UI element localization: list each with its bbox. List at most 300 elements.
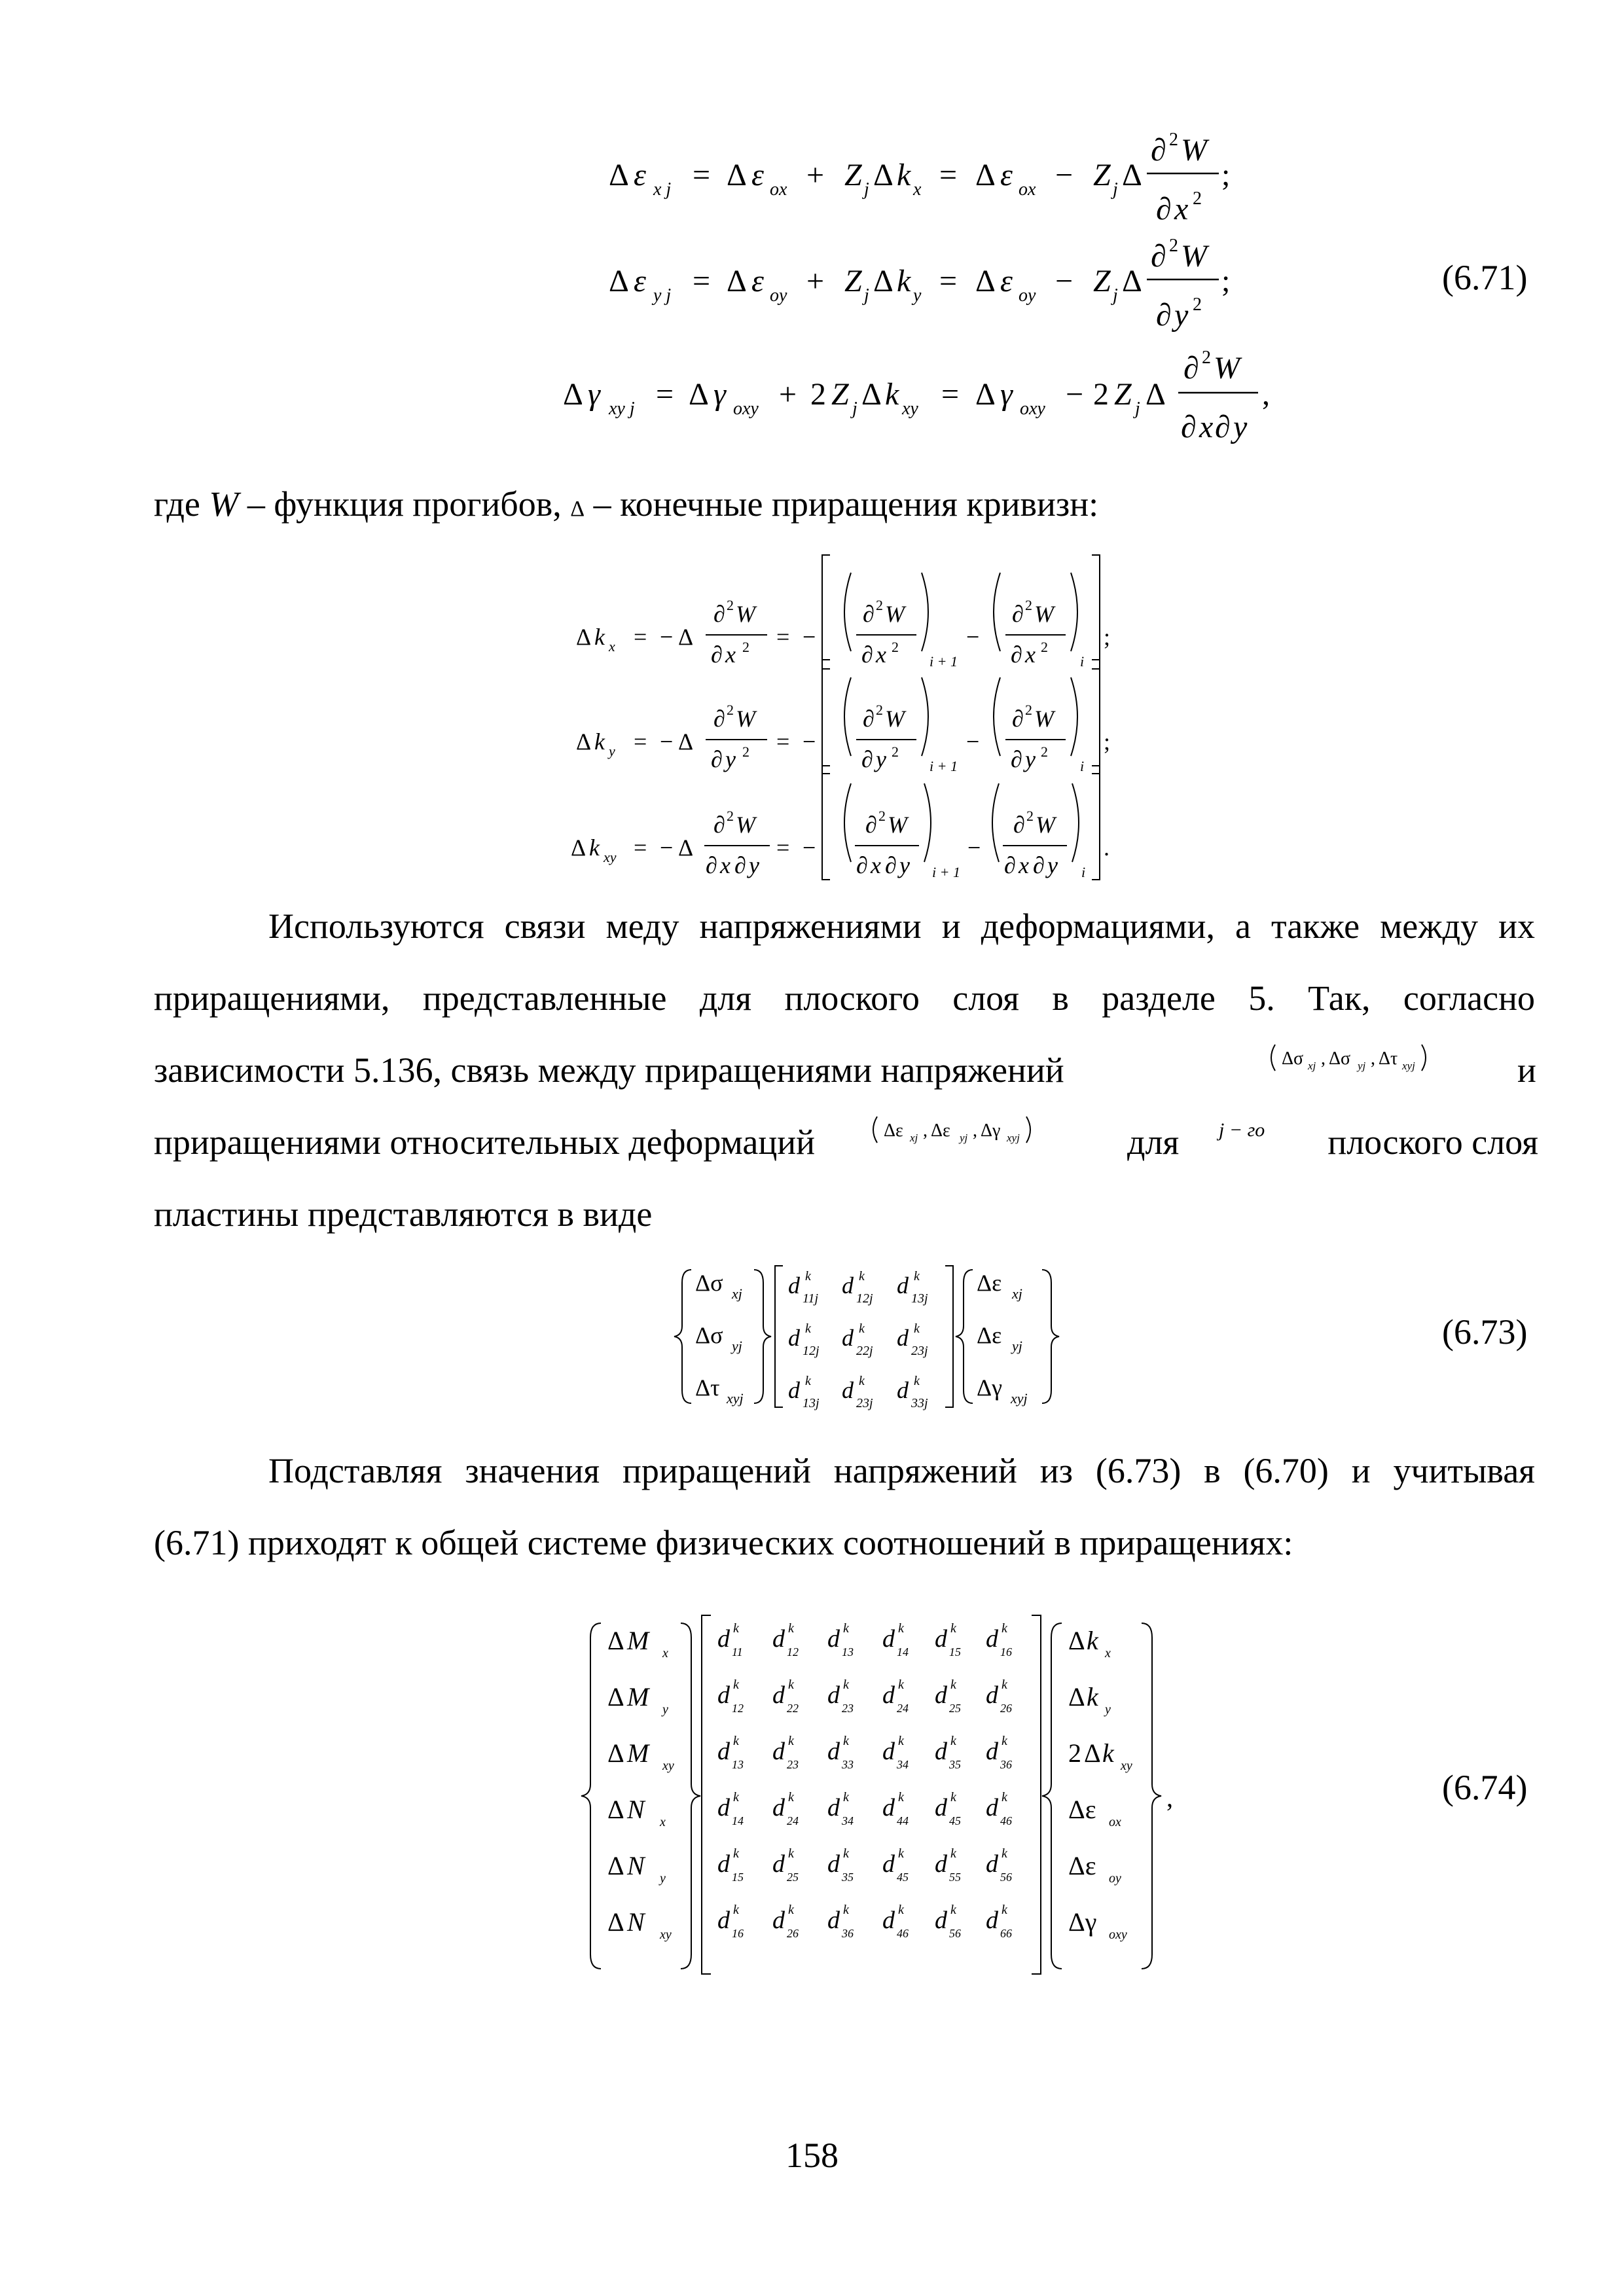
svg-text:ε: ε bbox=[1000, 158, 1013, 192]
svg-text:=: = bbox=[776, 624, 790, 650]
svg-text:i + 1: i + 1 bbox=[929, 653, 958, 670]
svg-text:d: d bbox=[935, 1681, 947, 1709]
svg-text:Δ: Δ bbox=[975, 158, 996, 192]
svg-text:∂: ∂ bbox=[1183, 351, 1199, 386]
svg-text:W: W bbox=[888, 812, 907, 838]
svg-text:k: k bbox=[843, 1734, 849, 1748]
svg-text:k: k bbox=[1001, 1903, 1007, 1917]
svg-text:46: 46 bbox=[897, 1927, 909, 1940]
svg-text:Δ: Δ bbox=[727, 264, 747, 298]
svg-text:25: 25 bbox=[787, 1871, 799, 1884]
svg-text:2: 2 bbox=[1202, 348, 1211, 368]
svg-text:γ: γ bbox=[1000, 377, 1013, 412]
svg-text:d: d bbox=[717, 1738, 730, 1765]
svg-text:Δ: Δ bbox=[873, 264, 893, 298]
svg-text:k: k bbox=[843, 1903, 849, 1917]
svg-text:k: k bbox=[1102, 1738, 1114, 1768]
svg-text:23: 23 bbox=[842, 1702, 854, 1715]
svg-text:x: x bbox=[660, 1815, 666, 1829]
svg-text:d: d bbox=[935, 1850, 947, 1878]
svg-text:2: 2 bbox=[892, 744, 899, 760]
svg-text:k: k bbox=[914, 1269, 920, 1283]
svg-text:d: d bbox=[842, 1325, 854, 1351]
svg-text:66: 66 bbox=[1000, 1927, 1012, 1940]
svg-text:∂: ∂ bbox=[863, 601, 875, 627]
svg-text:oxy: oxy bbox=[1020, 399, 1045, 419]
svg-text:∂: ∂ bbox=[1013, 812, 1025, 838]
svg-text:d: d bbox=[882, 1625, 895, 1653]
svg-text:k: k bbox=[843, 1621, 849, 1636]
svg-text:Δ: Δ bbox=[727, 158, 747, 192]
svg-text:.: . bbox=[1104, 834, 1110, 861]
svg-text:=: = bbox=[693, 158, 711, 192]
svg-text:Δ: Δ bbox=[861, 377, 882, 412]
svg-text:;: ; bbox=[1104, 624, 1111, 650]
svg-text:Δτ: Δτ bbox=[1379, 1049, 1398, 1069]
svg-text:Δ: Δ bbox=[1122, 264, 1142, 298]
svg-text:Δ: Δ bbox=[678, 624, 694, 650]
svg-text:d: d bbox=[935, 1738, 947, 1765]
svg-text:k: k bbox=[898, 1903, 904, 1917]
svg-text:y: y bbox=[1025, 746, 1036, 772]
svg-text:xj: xj bbox=[1012, 1285, 1022, 1302]
svg-text:2: 2 bbox=[1193, 188, 1202, 209]
svg-text:24: 24 bbox=[787, 1814, 799, 1827]
svg-text:−: − bbox=[660, 624, 674, 650]
svg-text:i + 1: i + 1 bbox=[932, 864, 960, 880]
svg-text:22: 22 bbox=[787, 1702, 799, 1715]
svg-text:∂: ∂ bbox=[713, 706, 725, 732]
svg-text:x: x bbox=[871, 852, 881, 878]
svg-text:2: 2 bbox=[1068, 1738, 1081, 1768]
svg-text:d: d bbox=[827, 1738, 840, 1765]
svg-text:k: k bbox=[898, 1734, 904, 1748]
svg-text:d: d bbox=[986, 1850, 998, 1878]
para1-line4-start: приращениями относительных деформаций bbox=[154, 1122, 816, 1162]
vector-6-74-rhs bbox=[1068, 1626, 1132, 1942]
svg-text:i + 1: i + 1 bbox=[929, 758, 958, 774]
svg-text:36: 36 bbox=[1000, 1758, 1012, 1771]
svg-text:y: y bbox=[749, 852, 759, 878]
svg-text:;: ; bbox=[1104, 728, 1111, 755]
svg-text:−: − bbox=[1066, 377, 1084, 412]
svg-text:oy: oy bbox=[770, 285, 787, 306]
svg-text:y: y bbox=[913, 285, 922, 306]
svg-text:d: d bbox=[986, 1794, 998, 1821]
svg-text:34: 34 bbox=[842, 1814, 854, 1827]
svg-text:ox: ox bbox=[770, 179, 787, 200]
svg-text:−: − bbox=[803, 624, 816, 650]
svg-text:k: k bbox=[950, 1846, 956, 1861]
svg-text:Δ: Δ bbox=[607, 1851, 624, 1880]
svg-text:j: j bbox=[852, 399, 857, 419]
svg-text:yj: yj bbox=[1358, 1060, 1366, 1072]
svg-text:∂: ∂ bbox=[861, 746, 873, 772]
svg-text:56: 56 bbox=[949, 1927, 961, 1940]
svg-text:k: k bbox=[950, 1677, 956, 1692]
svg-text:2: 2 bbox=[892, 639, 899, 655]
svg-text:xj: xj bbox=[910, 1132, 918, 1144]
svg-text:Δε: Δε bbox=[931, 1121, 950, 1141]
svg-text:,: , bbox=[923, 1121, 928, 1141]
svg-text:Δε: Δε bbox=[884, 1121, 903, 1141]
svg-text:k: k bbox=[805, 1321, 811, 1336]
svg-text:k: k bbox=[788, 1903, 794, 1917]
svg-text:Z: Z bbox=[831, 377, 849, 412]
svg-text:23: 23 bbox=[787, 1758, 799, 1771]
svg-text:35: 35 bbox=[842, 1871, 854, 1884]
svg-text:45: 45 bbox=[897, 1871, 909, 1884]
svg-text:xyj: xyj bbox=[1011, 1390, 1028, 1407]
svg-text:Δ: Δ bbox=[607, 1738, 624, 1768]
svg-text:2: 2 bbox=[1026, 808, 1034, 824]
svg-text:y: y bbox=[662, 1702, 668, 1717]
svg-text:36: 36 bbox=[842, 1927, 854, 1940]
svg-text:35: 35 bbox=[949, 1758, 961, 1771]
svg-text:−: − bbox=[660, 728, 674, 755]
svg-text:d: d bbox=[897, 1325, 909, 1351]
svg-text:11: 11 bbox=[732, 1645, 743, 1659]
svg-text:W: W bbox=[885, 601, 905, 627]
svg-text:Δ: Δ bbox=[689, 377, 709, 412]
svg-text:j: j bbox=[1113, 179, 1118, 200]
svg-text:Δ: Δ bbox=[607, 1795, 624, 1824]
svg-text:Δ: Δ bbox=[1122, 158, 1142, 192]
svg-text:+: + bbox=[779, 377, 797, 412]
para1-line4-mid: для bbox=[1127, 1122, 1180, 1162]
svg-text:x j: x j bbox=[653, 179, 672, 200]
svg-text:d: d bbox=[772, 1738, 785, 1765]
svg-text:d: d bbox=[827, 1625, 840, 1653]
svg-text:ox: ox bbox=[1109, 1815, 1121, 1829]
svg-text:γ: γ bbox=[713, 377, 726, 412]
page-number: 158 bbox=[785, 2136, 839, 2175]
svg-text:=: = bbox=[776, 728, 790, 755]
svg-text:d: d bbox=[788, 1377, 800, 1403]
svg-text:k: k bbox=[805, 1269, 811, 1283]
svg-text:xy: xy bbox=[1121, 1759, 1132, 1773]
svg-text:Δ: Δ bbox=[563, 377, 583, 412]
svg-text:,: , bbox=[1321, 1049, 1326, 1069]
svg-text:Δ: Δ bbox=[1068, 1626, 1085, 1655]
svg-text:d: d bbox=[986, 1681, 998, 1709]
svg-text:Δγ: Δγ bbox=[981, 1121, 1001, 1141]
svg-text:56: 56 bbox=[1000, 1871, 1012, 1884]
svg-text:oy: oy bbox=[1019, 285, 1036, 306]
svg-text:y j: y j bbox=[653, 285, 672, 306]
svg-text:Δ: Δ bbox=[609, 158, 629, 192]
svg-text:k: k bbox=[859, 1374, 865, 1388]
svg-text:13: 13 bbox=[842, 1645, 854, 1659]
svg-text:Δ: Δ bbox=[873, 158, 893, 192]
svg-text:x: x bbox=[1199, 410, 1214, 444]
svg-text:Δ: Δ bbox=[678, 834, 694, 861]
svg-text:k: k bbox=[594, 624, 605, 650]
equation-number-6-74: (6.74) bbox=[1442, 1768, 1528, 1807]
svg-text:16: 16 bbox=[1000, 1645, 1012, 1659]
svg-text:k: k bbox=[1087, 1682, 1098, 1712]
svg-text:2: 2 bbox=[810, 377, 826, 412]
svg-text:Z: Z bbox=[1093, 264, 1111, 298]
svg-text:12j: 12j bbox=[803, 1344, 820, 1358]
equation-number-6-73: (6.73) bbox=[1442, 1312, 1528, 1352]
svg-text:2: 2 bbox=[727, 808, 734, 824]
svg-text:d: d bbox=[772, 1850, 785, 1878]
svg-text:d: d bbox=[935, 1625, 947, 1653]
svg-text:25: 25 bbox=[949, 1702, 961, 1715]
svg-text:∂: ∂ bbox=[1004, 852, 1016, 878]
where-line: где W – функция прогибов, Δ – конечные приращения кривизн: bbox=[154, 484, 1099, 524]
svg-text:i: i bbox=[1081, 864, 1086, 880]
svg-text:=: = bbox=[693, 264, 711, 298]
svg-text:Δ: Δ bbox=[609, 264, 629, 298]
svg-text:∂: ∂ bbox=[1156, 298, 1172, 332]
matrix-6-74-entries bbox=[717, 1621, 1012, 1940]
svg-text:y: y bbox=[876, 746, 886, 772]
svg-text:oxy: oxy bbox=[1109, 1928, 1127, 1942]
svg-text:k: k bbox=[950, 1903, 956, 1917]
svg-text:Δσ: Δσ bbox=[695, 1322, 723, 1348]
svg-text:Δ: Δ bbox=[607, 1626, 624, 1655]
svg-text:k: k bbox=[898, 1621, 904, 1636]
svg-text:∂: ∂ bbox=[1181, 410, 1197, 444]
svg-text:k: k bbox=[859, 1321, 865, 1336]
svg-text:W: W bbox=[1036, 812, 1055, 838]
svg-text:24: 24 bbox=[897, 1702, 909, 1715]
svg-text:22j: 22j bbox=[856, 1344, 873, 1358]
svg-text:k: k bbox=[733, 1903, 739, 1917]
svg-text:∂: ∂ bbox=[1011, 641, 1022, 668]
svg-text:k: k bbox=[914, 1321, 920, 1336]
svg-text:d: d bbox=[827, 1794, 840, 1821]
svg-text:W: W bbox=[736, 601, 755, 627]
svg-text:xy: xy bbox=[662, 1759, 674, 1773]
svg-text:Δγ: Δγ bbox=[977, 1374, 1003, 1401]
svg-text:k: k bbox=[914, 1374, 920, 1388]
svg-text:∂: ∂ bbox=[711, 641, 723, 668]
svg-text:2: 2 bbox=[727, 597, 734, 613]
svg-text:ox: ox bbox=[1019, 179, 1036, 200]
svg-text:N: N bbox=[627, 1795, 645, 1824]
svg-text:W: W bbox=[1214, 351, 1240, 386]
svg-text:Δ: Δ bbox=[1146, 377, 1166, 412]
svg-text:14: 14 bbox=[897, 1645, 909, 1659]
svg-text:Δτ: Δτ bbox=[695, 1374, 720, 1401]
svg-text:∂: ∂ bbox=[1012, 706, 1024, 732]
svg-text:d: d bbox=[772, 1907, 785, 1934]
svg-text:k: k bbox=[843, 1846, 849, 1861]
svg-text:ε: ε bbox=[751, 158, 764, 192]
svg-text:xyj: xyj bbox=[727, 1390, 744, 1407]
svg-text:ε: ε bbox=[634, 158, 646, 192]
svg-text:k: k bbox=[950, 1621, 956, 1636]
svg-text:2: 2 bbox=[878, 808, 886, 824]
svg-text:x: x bbox=[1174, 192, 1189, 226]
svg-text:2: 2 bbox=[1169, 236, 1178, 256]
svg-text:−: − bbox=[967, 834, 981, 861]
svg-text:16: 16 bbox=[732, 1927, 744, 1940]
svg-text:k: k bbox=[733, 1846, 739, 1861]
svg-text:45: 45 bbox=[949, 1814, 961, 1827]
svg-text:k: k bbox=[859, 1269, 865, 1283]
svg-text:Z: Z bbox=[844, 158, 862, 192]
svg-text:−: − bbox=[1055, 264, 1074, 298]
svg-text:46: 46 bbox=[1000, 1814, 1012, 1827]
svg-text:2: 2 bbox=[742, 744, 749, 760]
svg-text:x: x bbox=[725, 641, 736, 668]
svg-text:k: k bbox=[1001, 1790, 1007, 1804]
svg-text:k: k bbox=[788, 1846, 794, 1861]
svg-text:∂: ∂ bbox=[1011, 746, 1022, 772]
svg-text:Δ: Δ bbox=[607, 1907, 624, 1937]
svg-text:−: − bbox=[1055, 158, 1074, 192]
svg-text:x: x bbox=[720, 852, 731, 878]
svg-text:=: = bbox=[939, 158, 958, 192]
svg-text:xy: xy bbox=[604, 849, 617, 865]
svg-text:j: j bbox=[864, 179, 869, 200]
svg-text:xj: xj bbox=[1308, 1060, 1316, 1072]
svg-text:∂: ∂ bbox=[885, 852, 897, 878]
para1-line3-end: и bbox=[1517, 1050, 1536, 1090]
svg-text:k: k bbox=[950, 1790, 956, 1804]
svg-text:2: 2 bbox=[876, 597, 883, 613]
svg-text:Δε: Δε bbox=[1068, 1851, 1096, 1880]
svg-text:d: d bbox=[788, 1272, 800, 1299]
svg-text:k: k bbox=[1001, 1734, 1007, 1748]
svg-text:+: + bbox=[806, 158, 825, 192]
svg-text:Δσ: Δσ bbox=[695, 1270, 723, 1296]
svg-text:W: W bbox=[1034, 601, 1054, 627]
svg-text:k: k bbox=[733, 1790, 739, 1804]
svg-text:Δ: Δ bbox=[678, 728, 694, 755]
svg-text:d: d bbox=[788, 1325, 800, 1351]
svg-text:Δ: Δ bbox=[1084, 1738, 1101, 1768]
svg-text:+: + bbox=[806, 264, 825, 298]
svg-text:∂: ∂ bbox=[1033, 852, 1045, 878]
svg-text:k: k bbox=[898, 1846, 904, 1861]
svg-text:γ: γ bbox=[588, 377, 600, 412]
svg-text:oy: oy bbox=[1109, 1871, 1121, 1886]
svg-text:−: − bbox=[660, 834, 674, 861]
svg-text:Z: Z bbox=[844, 264, 862, 298]
svg-text:−: − bbox=[803, 728, 816, 755]
para1-line1: Используются связи меду напряжениями и деформациями, а также между их bbox=[268, 906, 1535, 946]
svg-text:y: y bbox=[660, 1871, 666, 1886]
svg-text:xj: xj bbox=[732, 1285, 742, 1302]
svg-text:26: 26 bbox=[787, 1927, 799, 1940]
svg-text:d: d bbox=[842, 1272, 854, 1299]
svg-text:k: k bbox=[843, 1677, 849, 1692]
svg-text:33: 33 bbox=[842, 1758, 854, 1771]
svg-text:2: 2 bbox=[1025, 597, 1032, 613]
svg-text:yj: yj bbox=[732, 1338, 742, 1354]
para2-line2: (6.71) приходят к общей системе физических соотношений в приращениях: bbox=[154, 1523, 1293, 1562]
svg-text:2: 2 bbox=[1041, 639, 1048, 655]
svg-text:=: = bbox=[634, 624, 647, 650]
svg-text:y: y bbox=[1047, 852, 1058, 878]
svg-text:d: d bbox=[935, 1794, 947, 1821]
svg-text:=: = bbox=[941, 377, 960, 412]
svg-text:=: = bbox=[776, 834, 790, 861]
svg-text:∂: ∂ bbox=[734, 852, 746, 878]
svg-text:k: k bbox=[788, 1734, 794, 1748]
svg-text:x: x bbox=[1105, 1646, 1111, 1660]
svg-text:d: d bbox=[827, 1850, 840, 1878]
svg-text:x: x bbox=[876, 641, 886, 668]
svg-text:j: j bbox=[1113, 285, 1118, 306]
svg-text:x: x bbox=[662, 1646, 668, 1660]
svg-text:x: x bbox=[913, 179, 922, 200]
vector-6-74-lhs bbox=[607, 1626, 674, 1942]
svg-text:∂: ∂ bbox=[865, 812, 877, 838]
svg-text:26: 26 bbox=[1000, 1702, 1012, 1715]
svg-text:Δε: Δε bbox=[1068, 1795, 1096, 1824]
svg-text:d: d bbox=[986, 1738, 998, 1765]
svg-text:55: 55 bbox=[949, 1871, 961, 1884]
svg-text:ε: ε bbox=[751, 264, 764, 298]
svg-text:k: k bbox=[1001, 1621, 1007, 1636]
svg-text:ε: ε bbox=[634, 264, 646, 298]
svg-text:M: M bbox=[627, 1682, 649, 1712]
svg-text:Δε: Δε bbox=[977, 1270, 1002, 1296]
svg-text:j − го: j − го bbox=[1219, 1119, 1265, 1141]
svg-text:M: M bbox=[627, 1626, 649, 1655]
svg-text:,: , bbox=[1262, 377, 1270, 412]
svg-text:yj: yj bbox=[960, 1132, 968, 1144]
svg-text:∂: ∂ bbox=[713, 812, 725, 838]
svg-text:Δσ: Δσ bbox=[1282, 1049, 1304, 1069]
svg-text:2: 2 bbox=[1169, 130, 1178, 150]
svg-text:y: y bbox=[1233, 410, 1248, 444]
svg-text:k: k bbox=[788, 1677, 794, 1692]
svg-text:−: − bbox=[966, 624, 980, 650]
svg-text:2: 2 bbox=[876, 702, 883, 718]
svg-text:12: 12 bbox=[732, 1702, 744, 1715]
svg-text:d: d bbox=[717, 1794, 730, 1821]
para1-line3: зависимости 5.136, связь между приращениями напряжений bbox=[154, 1050, 1064, 1090]
svg-text:d: d bbox=[986, 1625, 998, 1653]
svg-text:d: d bbox=[772, 1794, 785, 1821]
para1-line2: приращениями, представленные для плоского слоя в разделе 5. Так, согласно bbox=[154, 978, 1535, 1018]
svg-text:k: k bbox=[898, 1790, 904, 1804]
svg-text:y: y bbox=[1105, 1702, 1111, 1717]
svg-text:d: d bbox=[842, 1377, 854, 1403]
svg-text:d: d bbox=[882, 1794, 895, 1821]
svg-text:N: N bbox=[627, 1851, 645, 1880]
svg-text:14: 14 bbox=[732, 1814, 744, 1827]
svg-text:15: 15 bbox=[732, 1871, 744, 1884]
svg-text:k: k bbox=[733, 1677, 739, 1692]
svg-text:Z: Z bbox=[1093, 158, 1111, 192]
svg-text:34: 34 bbox=[897, 1758, 909, 1771]
svg-text:∂: ∂ bbox=[706, 852, 717, 878]
svg-text:∂: ∂ bbox=[1156, 192, 1172, 226]
svg-text:d: d bbox=[882, 1850, 895, 1878]
svg-text:k: k bbox=[898, 1677, 904, 1692]
svg-text:=: = bbox=[939, 264, 958, 298]
svg-text:k: k bbox=[843, 1790, 849, 1804]
svg-text:2: 2 bbox=[727, 702, 734, 718]
svg-text:W: W bbox=[1181, 133, 1207, 168]
svg-text:ε: ε bbox=[1000, 264, 1013, 298]
svg-text:j: j bbox=[864, 285, 869, 306]
svg-text:Δ: Δ bbox=[975, 264, 996, 298]
svg-text:∂: ∂ bbox=[856, 852, 868, 878]
svg-text:−: − bbox=[803, 834, 816, 861]
svg-text:11j: 11j bbox=[803, 1291, 819, 1306]
svg-text:W: W bbox=[736, 812, 755, 838]
svg-text:xy: xy bbox=[902, 399, 918, 419]
